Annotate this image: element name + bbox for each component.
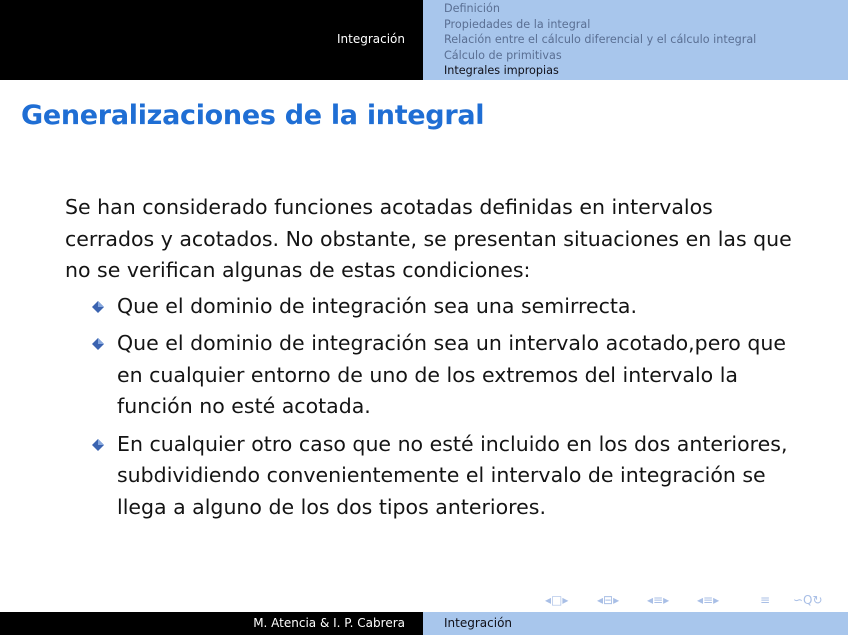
bullet-text: Que el dominio de integración sea un intervalo acotado,pero que en cualquier entorno de uno de los extremos del intervalo la función no esté acotada. xyxy=(117,331,786,418)
header-toc-panel xyxy=(423,0,848,80)
toc-item-calculo-primitivas[interactable]: Cálculo de primitivas xyxy=(444,48,562,62)
nav-subsection-icon[interactable]: ◂≡▸ xyxy=(647,593,670,607)
intro-paragraph: Se han considerado funciones acotadas definidas en intervalos cerrados y acotados. No obstante, se presentan situaciones en las que no se verifican algunas de estas condiciones: xyxy=(65,195,792,282)
toc-item-relacion[interactable]: Relación entre el cálculo diferencial y el cálculo integral xyxy=(444,33,757,46)
bullet-diamond-icon xyxy=(91,300,105,314)
header-section-panel xyxy=(0,0,423,80)
nav-section-icon[interactable]: ◂≡▸ xyxy=(697,593,720,607)
slide-title: Generalizaciones de la integral xyxy=(21,100,485,131)
header-section-title[interactable]: Integración xyxy=(336,32,405,46)
bullet-text: En cualquier otro caso que no esté incluido en los dos anteriores, subdividiendo convenientemente el intervalo de integración se llega a alguno de los dos tipos anteriores. xyxy=(117,431,788,519)
table-of-contents xyxy=(444,1,756,79)
footer-authors: M. Atencia & I. P. Cabrera xyxy=(253,616,405,630)
nav-frame-prev-icon[interactable]: ◂□▸ xyxy=(545,593,569,607)
bullet-text: Que el dominio de integración sea una semirrecta. xyxy=(117,293,637,318)
bullet-diamond-icon xyxy=(91,337,105,351)
bullet-diamond-icon xyxy=(91,438,105,452)
bullet-item xyxy=(65,429,795,524)
toc-item-definicion[interactable]: Definición xyxy=(444,2,500,15)
header-bar xyxy=(0,0,848,80)
nav-frame-next-icon[interactable]: ◂⊟▸ xyxy=(597,593,620,607)
navigation-symbols xyxy=(545,592,845,608)
bullet-item xyxy=(65,328,795,423)
footer-authors-panel xyxy=(0,612,423,635)
bullet-list xyxy=(65,291,795,524)
bullet-item xyxy=(65,291,795,323)
footer-title-panel xyxy=(423,612,848,635)
nav-align-icon[interactable]: ≡ xyxy=(760,593,771,607)
toc-item-propiedades[interactable]: Propiedades de la integral xyxy=(444,17,591,31)
nav-search-icon[interactable]: ∽Q↻ xyxy=(793,593,823,607)
slide-body xyxy=(65,192,795,529)
footer-title: Integración xyxy=(444,616,513,630)
toc-item-integrales-impropias[interactable]: Integrales impropias xyxy=(444,64,559,77)
